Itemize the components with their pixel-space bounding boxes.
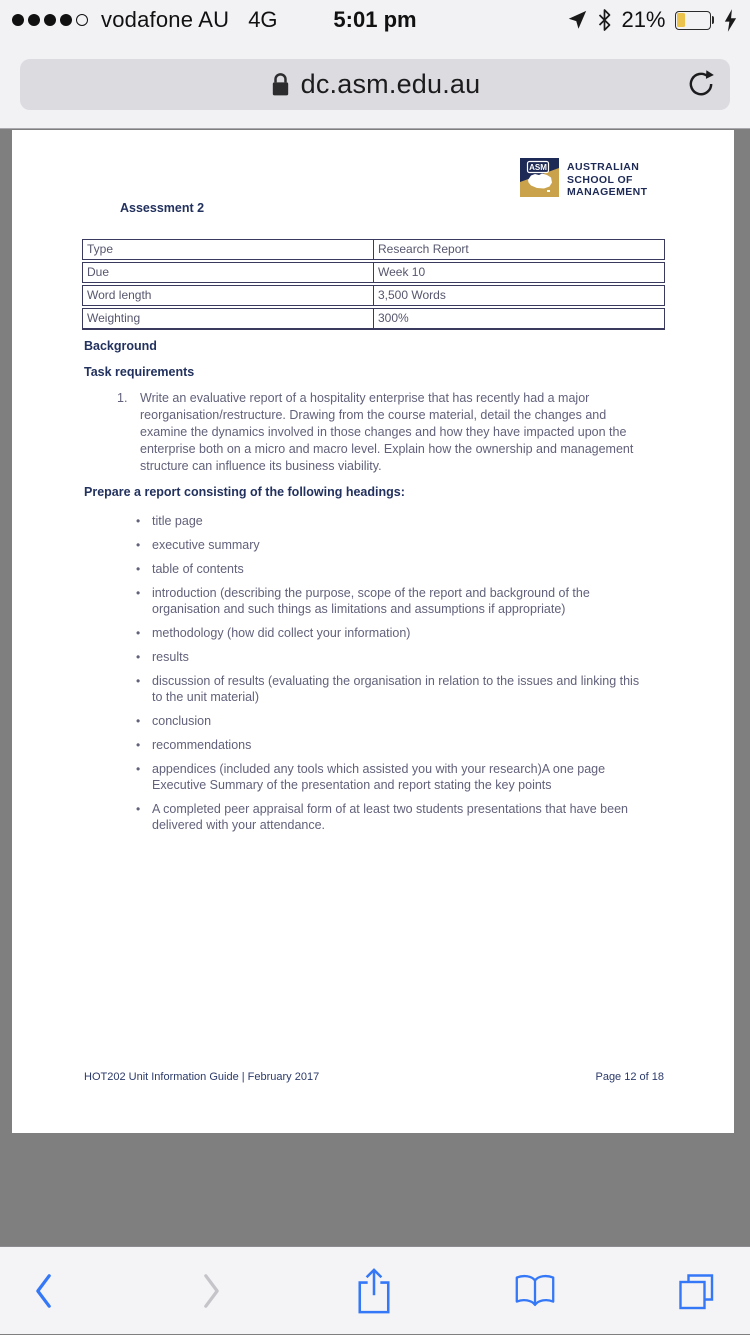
- chevron-left-icon: [34, 1273, 53, 1309]
- web-content-scroll-area[interactable]: [0, 129, 750, 1246]
- logo-line: MANAGEMENT: [567, 186, 648, 198]
- chevron-right-icon: [202, 1273, 221, 1309]
- list-item: • methodology (how did collect your information): [152, 625, 652, 641]
- signal-dot: [60, 14, 72, 26]
- safari-address-bar: [0, 40, 750, 129]
- carrier-label: vodafone AU: [101, 7, 230, 32]
- status-left: [12, 7, 278, 33]
- table-cell: Week 10: [373, 262, 665, 283]
- table-cell: Weighting: [82, 308, 373, 330]
- list-item: • A completed peer appraisal form of at least two students presentations that have been delivered with your attendance.: [152, 801, 652, 833]
- logo-line: SCHOOL OF: [567, 173, 633, 186]
- table-cell: Word length: [82, 285, 373, 306]
- status-right: [566, 7, 738, 33]
- footer-doc-info: HOT202 Unit Information Guide | February 2017: [84, 1071, 320, 1083]
- reload-button[interactable]: [684, 67, 718, 101]
- charging-bolt-icon: [723, 9, 738, 32]
- list-item: • discussion of results (evaluating the organisation in relation to the issues and linking this to the unit material): [152, 673, 652, 705]
- svg-text:ASM: ASM: [529, 163, 547, 172]
- task-item-text: Write an evaluative report of a hospitality enterprise that has recently had a major reorganisation/restructure. Drawing from the course material, detail the changes and examine the dynamics involved in those changes and how they have impacted upon the enterprise both on a micro and macro level. Explain how the ownership and management structure can influence its business viability.: [140, 391, 634, 473]
- prepare-heading: Prepare a report consisting of the following headings:: [84, 485, 405, 499]
- footer-page-number: Page 12 of 18: [595, 1071, 664, 1083]
- logo-line: AUSTRALIAN: [567, 161, 640, 173]
- bluetooth-icon: [597, 8, 612, 32]
- lock-icon: [270, 71, 291, 98]
- reload-icon: [686, 69, 716, 99]
- battery-percent-label: 21%: [621, 7, 666, 32]
- forward-button[interactable]: [184, 1247, 238, 1335]
- url-text: dc.asm.edu.au: [300, 68, 481, 99]
- list-item: • appendices (included any tools which assisted you with your research)A one page Executive Summary of the presentation and report stating the key points: [152, 761, 652, 793]
- asm-logo-mark-icon: [520, 158, 559, 197]
- bookmarks-book-icon: [512, 1272, 558, 1310]
- list-item: • introduction (describing the purpose, scope of the report and background of the organisation and such things as limitations and assumptions if appropriate): [152, 585, 652, 617]
- table-cell: 300%: [373, 308, 665, 330]
- task-requirements-heading: Task requirements: [84, 365, 195, 379]
- location-arrow-icon: [566, 9, 588, 31]
- pdf-page: [12, 130, 734, 1133]
- task-item-1: [84, 390, 660, 475]
- table-cell: Type: [82, 239, 373, 260]
- asm-logo-text: [567, 161, 647, 199]
- asm-logo: [520, 158, 647, 199]
- signal-dot: [12, 14, 24, 26]
- clock: 5:01 pm: [333, 7, 417, 32]
- list-item: • conclusion: [152, 713, 652, 729]
- list-item: • recommendations: [152, 737, 652, 753]
- network-type-label: 4G: [248, 7, 278, 32]
- list-item: • results: [152, 649, 652, 665]
- bookmarks-button[interactable]: [508, 1247, 562, 1335]
- back-button[interactable]: [16, 1247, 70, 1335]
- status-bar: [0, 0, 750, 40]
- table-row: [82, 262, 665, 283]
- cell-signal-icon: [12, 14, 88, 26]
- assessment-spec-table: [82, 237, 665, 332]
- signal-dot-empty: [76, 14, 88, 26]
- table-cell: 3,500 Words: [373, 285, 665, 306]
- table-cell: Research Report: [373, 239, 665, 260]
- url-field[interactable]: [20, 59, 730, 110]
- tabs-icon: [676, 1271, 716, 1311]
- background-heading: Background: [84, 339, 157, 353]
- safari-toolbar: [0, 1246, 750, 1334]
- list-item: • table of contents: [152, 561, 652, 577]
- tabs-button[interactable]: [669, 1247, 723, 1335]
- table-row: [82, 285, 665, 306]
- table-row: [82, 239, 665, 260]
- share-icon: [355, 1266, 393, 1316]
- signal-dot: [44, 14, 56, 26]
- signal-dot: [28, 14, 40, 26]
- battery-icon: [675, 11, 715, 30]
- assessment-title: Assessment 2: [120, 201, 205, 215]
- list-item: • title page: [152, 513, 652, 529]
- list-item: • executive summary: [152, 537, 652, 553]
- report-headings-list: [84, 513, 660, 833]
- task-item-number: 1.: [117, 391, 128, 405]
- share-button[interactable]: [347, 1247, 401, 1335]
- pdf-footer: [84, 1071, 664, 1084]
- table-cell: Due: [82, 262, 373, 283]
- table-row: [82, 308, 665, 330]
